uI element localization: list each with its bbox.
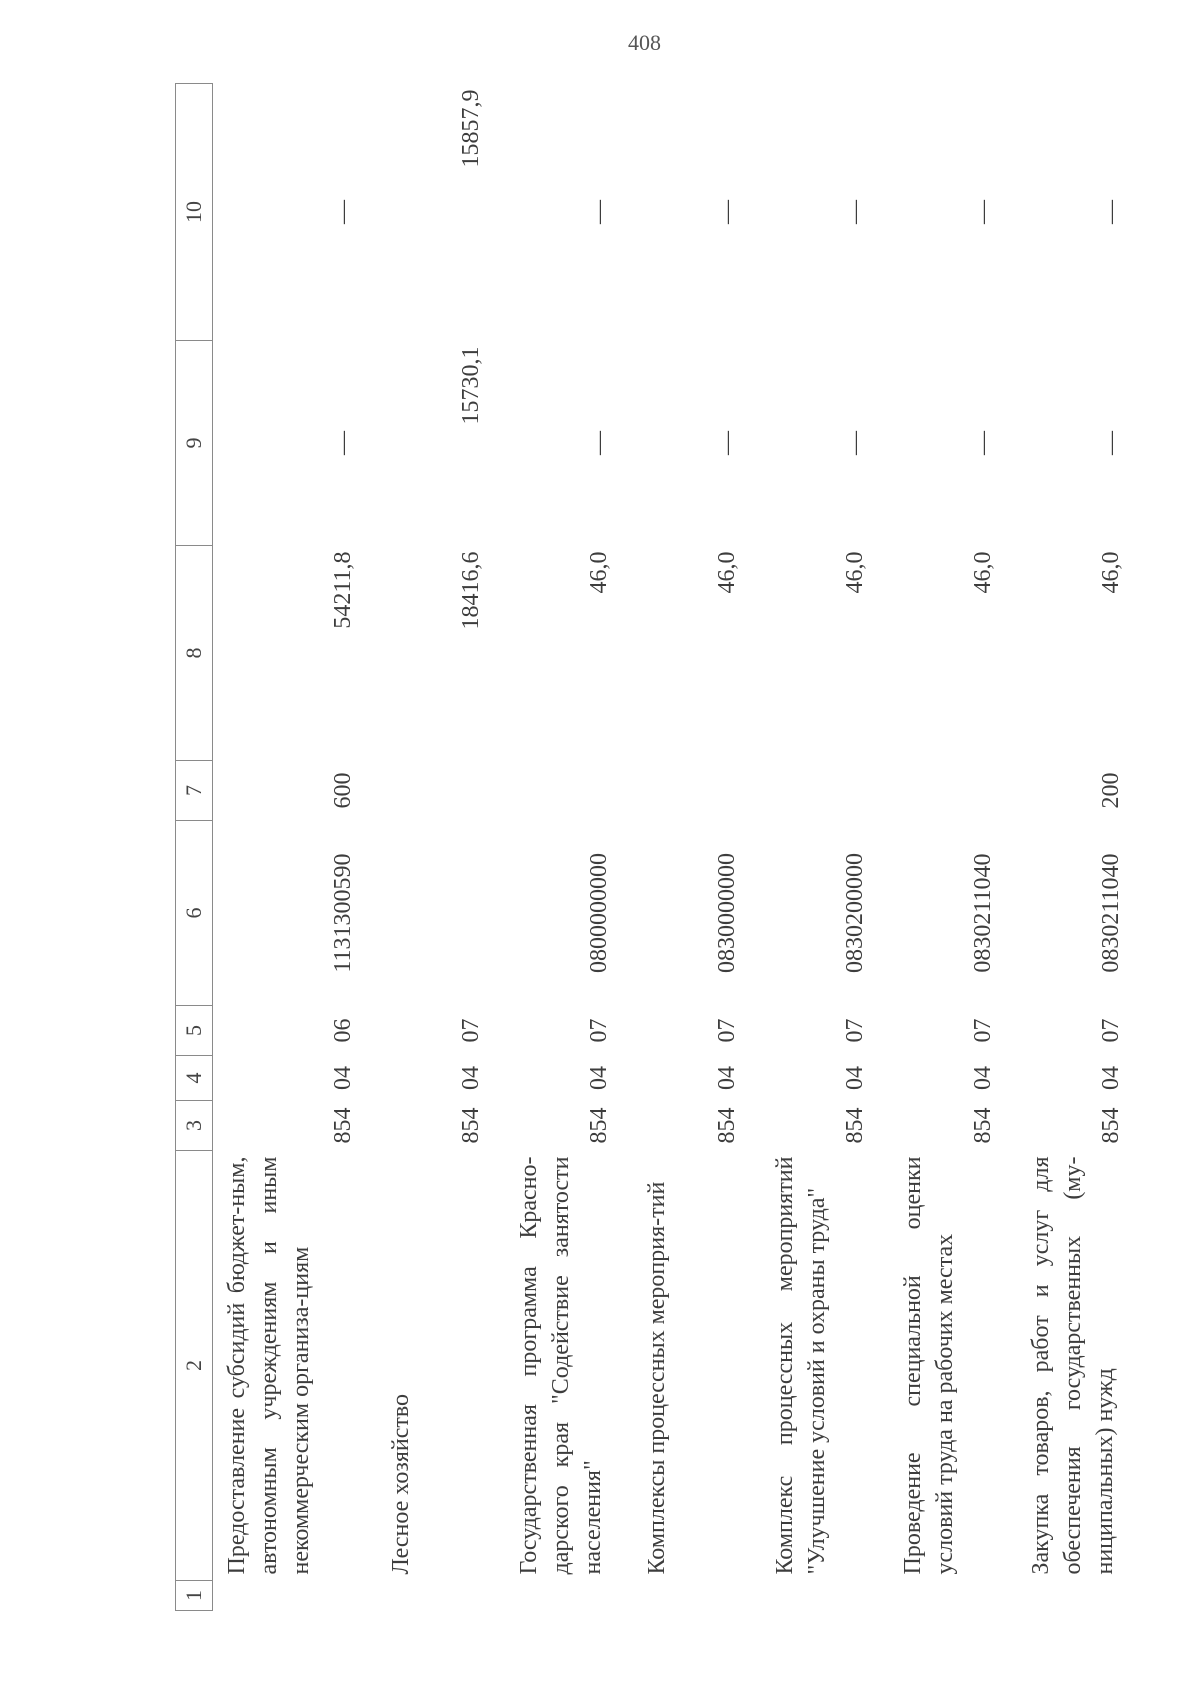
column-number-9: 9 xyxy=(176,341,213,546)
code-7 xyxy=(633,761,761,821)
table-row xyxy=(505,84,633,1611)
value-10: — xyxy=(330,200,356,224)
column-number-7: 7 xyxy=(176,761,213,821)
table-row xyxy=(1017,84,1145,1611)
code-6: 0830200000 xyxy=(842,853,868,973)
code-7 xyxy=(889,761,1017,821)
column-number-5: 5 xyxy=(176,1006,213,1056)
column-number-header-row xyxy=(176,84,213,1611)
code-4: 04 xyxy=(1098,1066,1124,1090)
column-number-10: 10 xyxy=(176,84,213,341)
row-name: Государственная программа Красно-дарского края "Содействие занятости населения" xyxy=(516,1156,606,1575)
table-row xyxy=(213,84,378,1611)
code-3: 854 xyxy=(458,1107,484,1144)
value-8: 46,0 xyxy=(714,551,740,594)
first-column-cell xyxy=(761,1581,889,1611)
value-9: — xyxy=(586,431,612,455)
code-5: 07 xyxy=(970,1018,996,1043)
row-name: Лесное хозяйство xyxy=(388,1393,414,1575)
first-column-cell xyxy=(1017,1581,1145,1611)
rotated-table-container xyxy=(175,84,1124,1611)
table-row xyxy=(889,84,1017,1611)
budget-table xyxy=(175,83,1145,1611)
column-number-8: 8 xyxy=(176,546,213,761)
code-6: 0800000000 xyxy=(586,853,612,973)
value-9: 15730,1 xyxy=(458,346,484,425)
value-9: — xyxy=(970,431,996,455)
value-10: — xyxy=(970,200,996,224)
code-4: 04 xyxy=(970,1066,996,1090)
code-5: 07 xyxy=(586,1018,612,1043)
code-3: 854 xyxy=(970,1107,996,1144)
first-column-cell xyxy=(377,1581,505,1611)
value-9: — xyxy=(714,431,740,455)
code-7: 200 xyxy=(1098,772,1124,809)
row-name: Проведение специальной оценки условий труда на рабочих местах xyxy=(900,1156,958,1575)
code-4: 04 xyxy=(714,1066,740,1090)
code-5: 07 xyxy=(842,1018,868,1043)
value-8: 54211,8 xyxy=(330,551,356,629)
row-name: Закупка товаров, работ и услуг для обеспечения государственных (му-ниципальных) нужд xyxy=(1028,1156,1118,1575)
row-name: Комплекс процессных мероприятий "Улучшение условий и охраны труда" xyxy=(772,1156,830,1575)
value-8: 18416,6 xyxy=(458,551,484,630)
table-row xyxy=(377,84,505,1611)
column-number-6: 6 xyxy=(176,821,213,1006)
value-8: 46,0 xyxy=(970,551,996,594)
code-6: 0830211040 xyxy=(1098,853,1124,973)
row-name: Комплексы процессных мероприя-тий xyxy=(644,1181,670,1575)
code-3: 854 xyxy=(714,1107,740,1144)
column-number-3: 3 xyxy=(176,1101,213,1151)
table-row xyxy=(633,84,761,1611)
value-10: — xyxy=(842,200,868,224)
code-5: 07 xyxy=(714,1018,740,1043)
code-3: 854 xyxy=(1098,1107,1124,1144)
code-6: 1131300590 xyxy=(330,853,356,973)
value-9: — xyxy=(842,431,868,455)
value-8: 46,0 xyxy=(586,551,612,594)
code-7 xyxy=(761,761,889,821)
code-5: 07 xyxy=(1098,1018,1124,1043)
first-column-cell xyxy=(505,1581,633,1611)
table-row xyxy=(761,84,889,1611)
column-number-4: 4 xyxy=(176,1056,213,1101)
value-10: — xyxy=(1098,200,1124,224)
code-7 xyxy=(505,761,633,821)
first-column-cell xyxy=(889,1581,1017,1611)
code-3: 854 xyxy=(330,1107,356,1144)
row-name: Предоставление субсидий бюджет-ным, автономным учреждениям и иным некоммерческим организа-циям xyxy=(224,1156,314,1575)
code-7 xyxy=(377,761,505,821)
code-4: 04 xyxy=(330,1066,356,1090)
first-column-cell xyxy=(633,1581,761,1611)
value-9: — xyxy=(1098,431,1124,455)
code-7: 600 xyxy=(330,772,356,809)
value-9: — xyxy=(330,431,356,455)
page-number: 408 xyxy=(628,30,661,55)
code-3: 854 xyxy=(586,1107,612,1144)
code-4: 04 xyxy=(458,1066,484,1090)
code-6: 0830000000 xyxy=(714,853,740,973)
value-8: 46,0 xyxy=(842,551,868,594)
code-4: 04 xyxy=(842,1066,868,1090)
code-6: 0830211040 xyxy=(970,853,996,973)
code-5: 06 xyxy=(330,1018,356,1043)
value-10: — xyxy=(586,200,612,224)
code-5: 07 xyxy=(458,1018,484,1043)
first-column-cell xyxy=(213,1581,378,1611)
value-8: 46,0 xyxy=(1098,551,1124,594)
column-number-2: 2 xyxy=(176,1151,213,1581)
code-3: 854 xyxy=(842,1107,868,1144)
value-10: — xyxy=(714,200,740,224)
value-10: 15857,9 xyxy=(458,89,484,168)
column-number-1: 1 xyxy=(176,1581,213,1611)
code-6 xyxy=(377,821,505,1006)
code-4: 04 xyxy=(586,1066,612,1090)
